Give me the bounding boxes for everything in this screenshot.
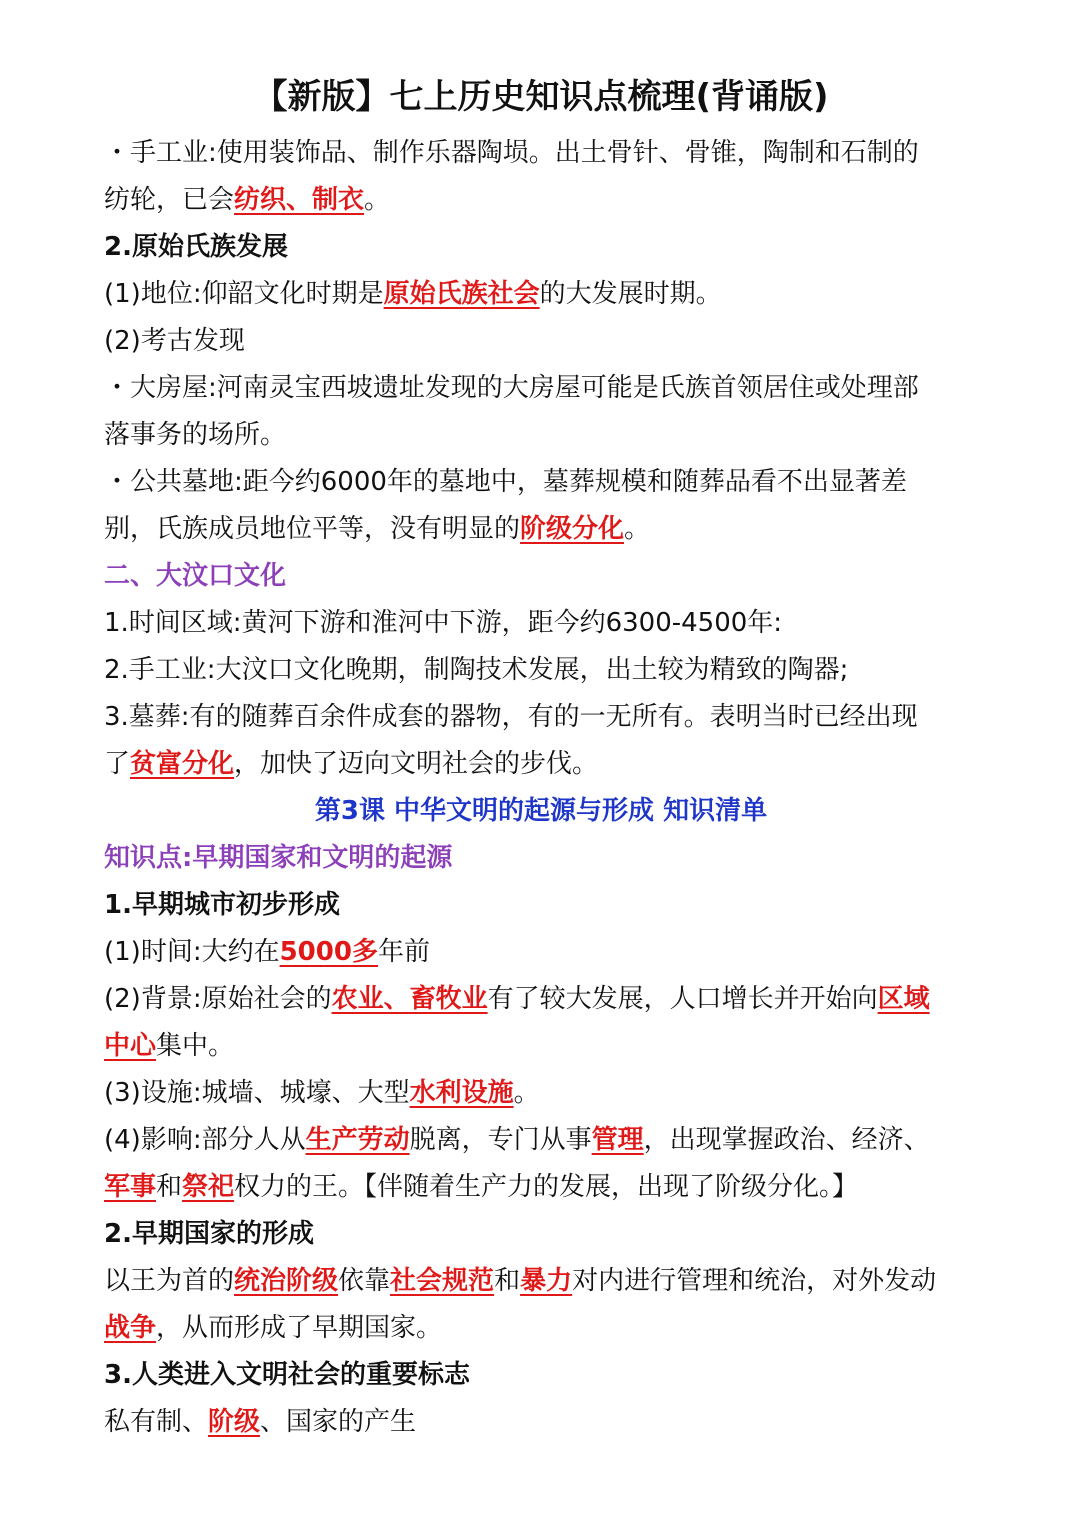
text-span: 、国家的产生 [260, 1407, 417, 1437]
keyword-highlight: 阶级分化 [520, 514, 625, 544]
page-title: 【新版】七上历史知识点梳理(背诵版) [253, 77, 829, 117]
text-line [104, 271, 978, 318]
text-span: 2.早期国家的形成 [104, 1219, 314, 1249]
text-span: 的大发展时期。 [539, 279, 722, 309]
text-span: 。 [624, 514, 651, 544]
text-line [104, 412, 978, 459]
keyword-highlight: 水利设施 [409, 1078, 514, 1108]
text-span: 3.墓葬:有的随葬百余件成套的器物，有的一无所有。表明当时已经出现 [104, 702, 918, 732]
text-span: 权力的王。【伴随着生产力的发展，出现了阶级分化。】 [234, 1172, 859, 1202]
keyword-highlight: 贫富分化 [130, 749, 235, 779]
text-span: 和 [156, 1172, 183, 1202]
keyword-highlight: 阶级 [208, 1407, 261, 1437]
text-line [104, 459, 978, 506]
text-line [104, 177, 978, 224]
text-span: ，从而形成了早期国家。 [156, 1313, 443, 1343]
keyword-highlight: 战争 [104, 1313, 157, 1343]
text-span: 2.原始氏族发展 [104, 232, 288, 262]
text-line [104, 318, 978, 365]
text-span: 有了较大发展，人口增长并开始向 [487, 984, 878, 1014]
keyword-highlight: 暴力 [520, 1266, 573, 1296]
subsection-heading [104, 553, 978, 600]
text-line [104, 741, 978, 788]
text-span: (4)影响:部分人从 [104, 1125, 306, 1155]
keyword-highlight: 5000多 [279, 937, 378, 967]
text-span: ，加快了迈向文明社会的步伐。 [234, 749, 599, 779]
text-span: 1.早期城市初步形成 [104, 890, 340, 920]
section-heading [104, 882, 978, 929]
text-span: 依靠 [338, 1266, 391, 1296]
text-line [104, 1258, 978, 1305]
keyword-highlight: 中心 [104, 1031, 157, 1061]
text-span: ・手工业:使用装饰品、制作乐器陶埙。出土骨针、骨锥，陶制和石制的 [104, 138, 919, 168]
text-span: 。 [513, 1078, 540, 1108]
text-span: 。 [364, 185, 391, 215]
text-span: 私有制、 [104, 1407, 209, 1437]
text-line [104, 647, 978, 694]
lesson-heading [104, 788, 978, 835]
text-span: 脱离，专门从事 [409, 1125, 592, 1155]
text-span: 2.手工业:大汶口文化晚期，制陶技术发展，出土较为精致的陶器; [104, 655, 849, 685]
keyword-highlight: 军事 [104, 1172, 157, 1202]
text-line [104, 1164, 978, 1211]
text-span: 纺轮，已会 [104, 185, 235, 215]
text-span: ・公共墓地:距今约6000年的墓地中，墓葬规模和随葬品看不出显著差 [104, 467, 907, 497]
keyword-highlight: 农业、畜牧业 [331, 984, 488, 1014]
text-span: (3)设施:城墙、城壕、大型 [104, 1078, 410, 1108]
text-span: 落事务的场所。 [104, 420, 287, 450]
text-line [104, 694, 978, 741]
text-line [104, 1117, 978, 1164]
section-heading [104, 1211, 978, 1258]
text-line [104, 1399, 978, 1446]
text-line [104, 506, 978, 553]
text-span: 对内进行管理和统治，对外发动 [572, 1266, 937, 1296]
text-line [104, 1070, 978, 1117]
text-line [104, 600, 978, 647]
keyword-highlight: 纺织、制衣 [234, 185, 365, 215]
text-span: 知识点:早期国家和文明的起源 [104, 843, 453, 873]
keyword-highlight: 祭祀 [182, 1172, 235, 1202]
text-span: (1)地位:仰韶文化时期是 [104, 279, 384, 309]
text-span: 和 [494, 1266, 521, 1296]
text-line [104, 365, 978, 412]
text-line [104, 929, 978, 976]
text-span: 第3课 中华文明的起源与形成 知识清单 [314, 796, 768, 826]
section-heading [104, 224, 978, 271]
keyword-highlight: 管理 [591, 1125, 644, 1155]
text-span: (2)背景:原始社会的 [104, 984, 332, 1014]
text-span: 年前 [377, 937, 430, 967]
text-span: 以王为首的 [104, 1266, 235, 1296]
keyword-highlight: 区域 [877, 984, 930, 1014]
keyword-highlight: 原始氏族社会 [383, 279, 540, 309]
text-span: 了 [104, 749, 131, 779]
keyword-highlight: 社会规范 [390, 1266, 495, 1296]
keyword-highlight: 生产劳动 [305, 1125, 410, 1155]
text-span: 别，氏族成员地位平等，没有明显的 [104, 514, 521, 544]
text-line [104, 130, 978, 177]
document-body [104, 130, 978, 1446]
text-span: 1.时间区域:黄河下游和淮河中下游，距今约6300-4500年: [104, 608, 783, 638]
keyword-highlight: 统治阶级 [234, 1266, 339, 1296]
text-span: 3.人类进入文明社会的重要标志 [104, 1360, 470, 1390]
subsection-heading [104, 835, 978, 882]
text-line [104, 1023, 978, 1070]
text-line [104, 1305, 978, 1352]
section-heading [104, 1352, 978, 1399]
text-span: 二、大汶口文化 [104, 561, 287, 591]
text-line [104, 976, 978, 1023]
text-span: ・大房屋:河南灵宝西坡遗址发现的大房屋可能是氏族首领居住或处理部 [104, 373, 919, 403]
text-span: (2)考古发现 [104, 326, 245, 356]
text-span: 集中。 [156, 1031, 235, 1061]
text-span: ，出现掌握政治、经济、 [643, 1125, 930, 1155]
text-span: (1)时间:大约在 [104, 937, 280, 967]
